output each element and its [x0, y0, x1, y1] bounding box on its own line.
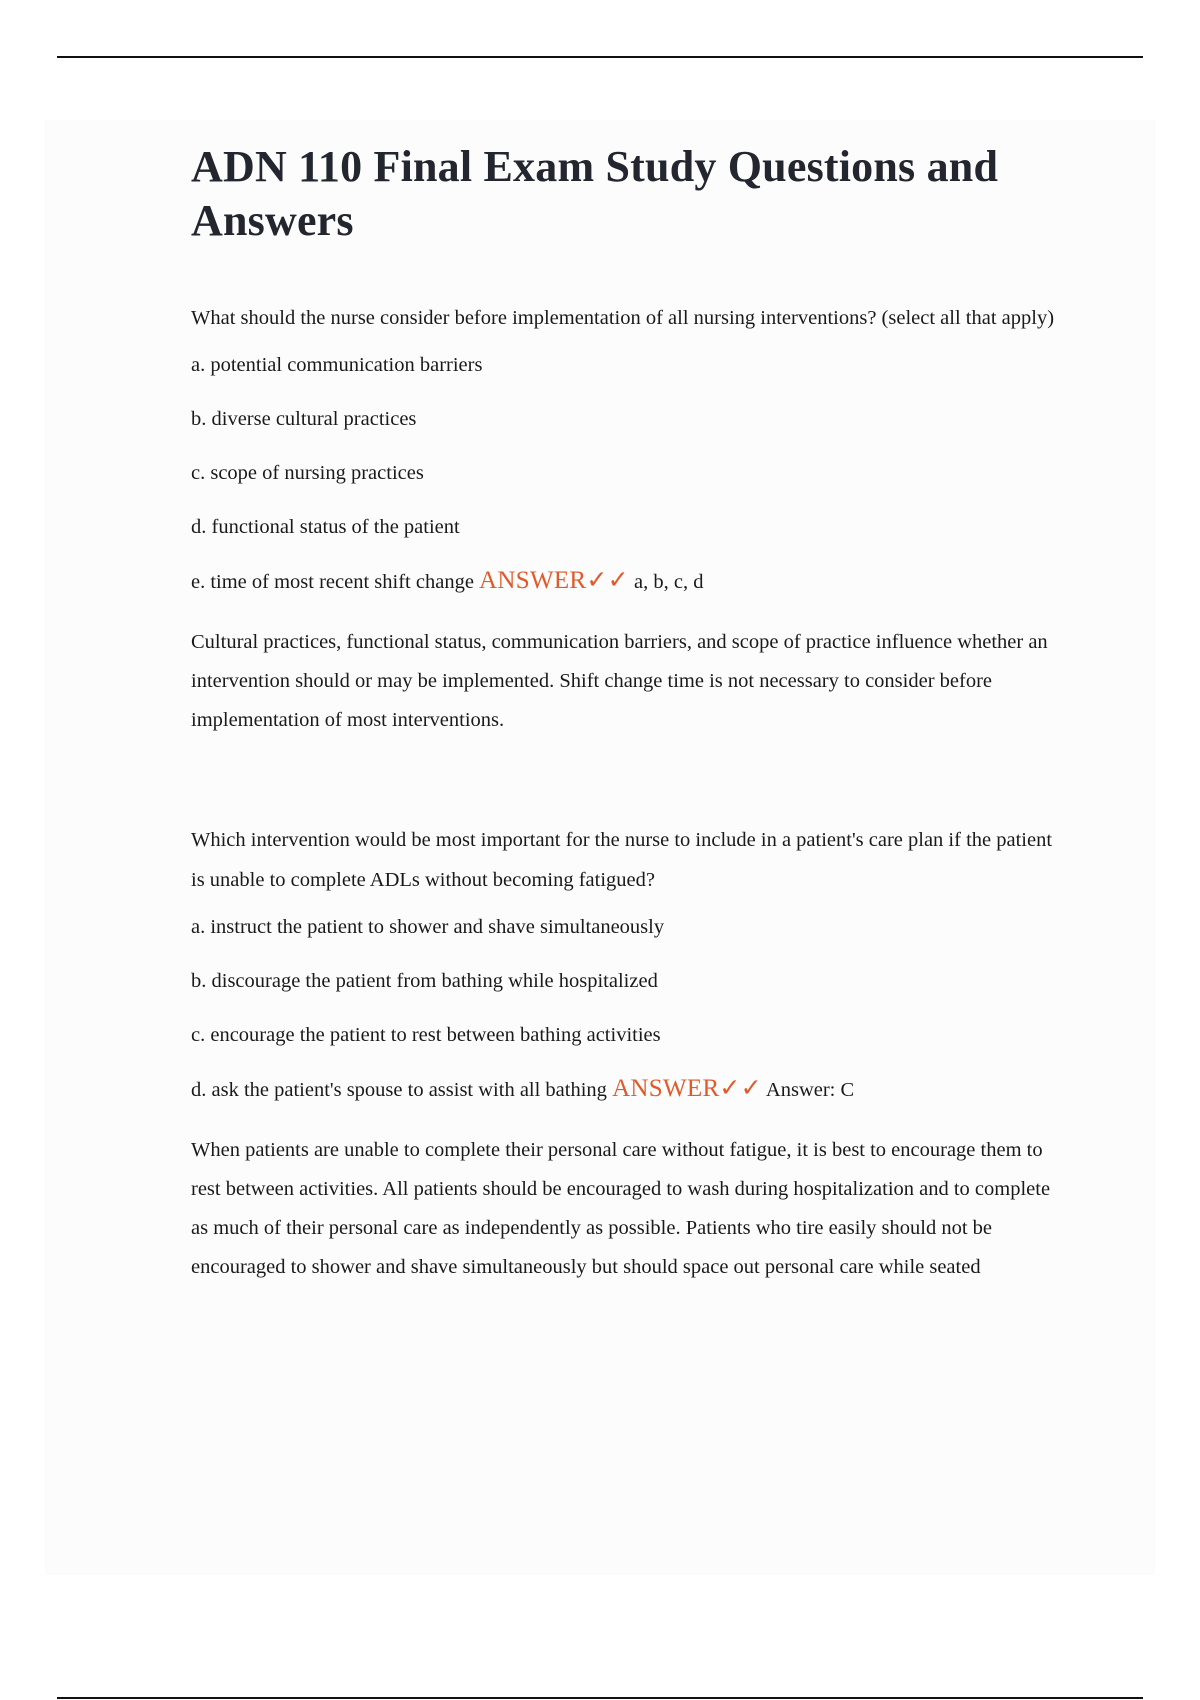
option-c: c. encourage the patient to rest between bathing activities	[191, 1024, 661, 1046]
answer-marker: ANSWER✓✓	[612, 1075, 762, 1102]
option-d: d. ask the patient's spouse to assist with all bathing	[191, 1079, 607, 1101]
explanation-text: When patients are unable to complete their personal care without fatigue, it is best to encourage them to rest between activities. All patients should be encouraged to wash during hospitalization and to complete as much of their personal care as independently as possible. Patients who tire easily should not be encouraged to shower and shave simultaneously but should space out personal care while seated	[191, 1139, 1051, 1278]
question-text: Which intervention would be most important for the nurse to include in a patient's care plan if the patient is unable to complete ADLs without becoming fatigued?	[191, 829, 1053, 891]
option-e-with-answer	[191, 568, 1061, 595]
document-title: ADN 110 Final Exam Study Questions and Answers	[191, 142, 999, 245]
option-a: a. potential communication barriers	[191, 354, 483, 376]
option-b: b. diverse cultural practices	[191, 408, 417, 430]
option-e: e. time of most recent shift change	[191, 571, 474, 593]
question-text: What should the nurse consider before implementation of all nursing interventions? (select all that apply)	[191, 307, 1055, 329]
top-rule	[57, 56, 1143, 58]
option-a: a. instruct the patient to shower and shave simultaneously	[191, 916, 665, 938]
question-block-2	[191, 820, 1061, 1287]
answer-marker: ANSWER✓✓	[479, 567, 629, 594]
answer-value: a, b, c, d	[634, 571, 704, 593]
bottom-rule	[57, 1697, 1143, 1699]
answer-value: Answer: C	[765, 1079, 855, 1101]
question-block-1	[191, 298, 1061, 740]
explanation-text: Cultural practices, functional status, communication barriers, and scope of practice influence whether an intervention should or may be implemented. Shift change time is not necessary to consider before implementation of most interventions.	[191, 631, 1048, 731]
option-d-with-answer	[191, 1076, 1061, 1103]
document-content	[191, 140, 1061, 1287]
option-b: b. discourage the patient from bathing while hospitalized	[191, 970, 658, 992]
option-c: c. scope of nursing practices	[191, 462, 424, 484]
option-d: d. functional status of the patient	[191, 516, 460, 538]
